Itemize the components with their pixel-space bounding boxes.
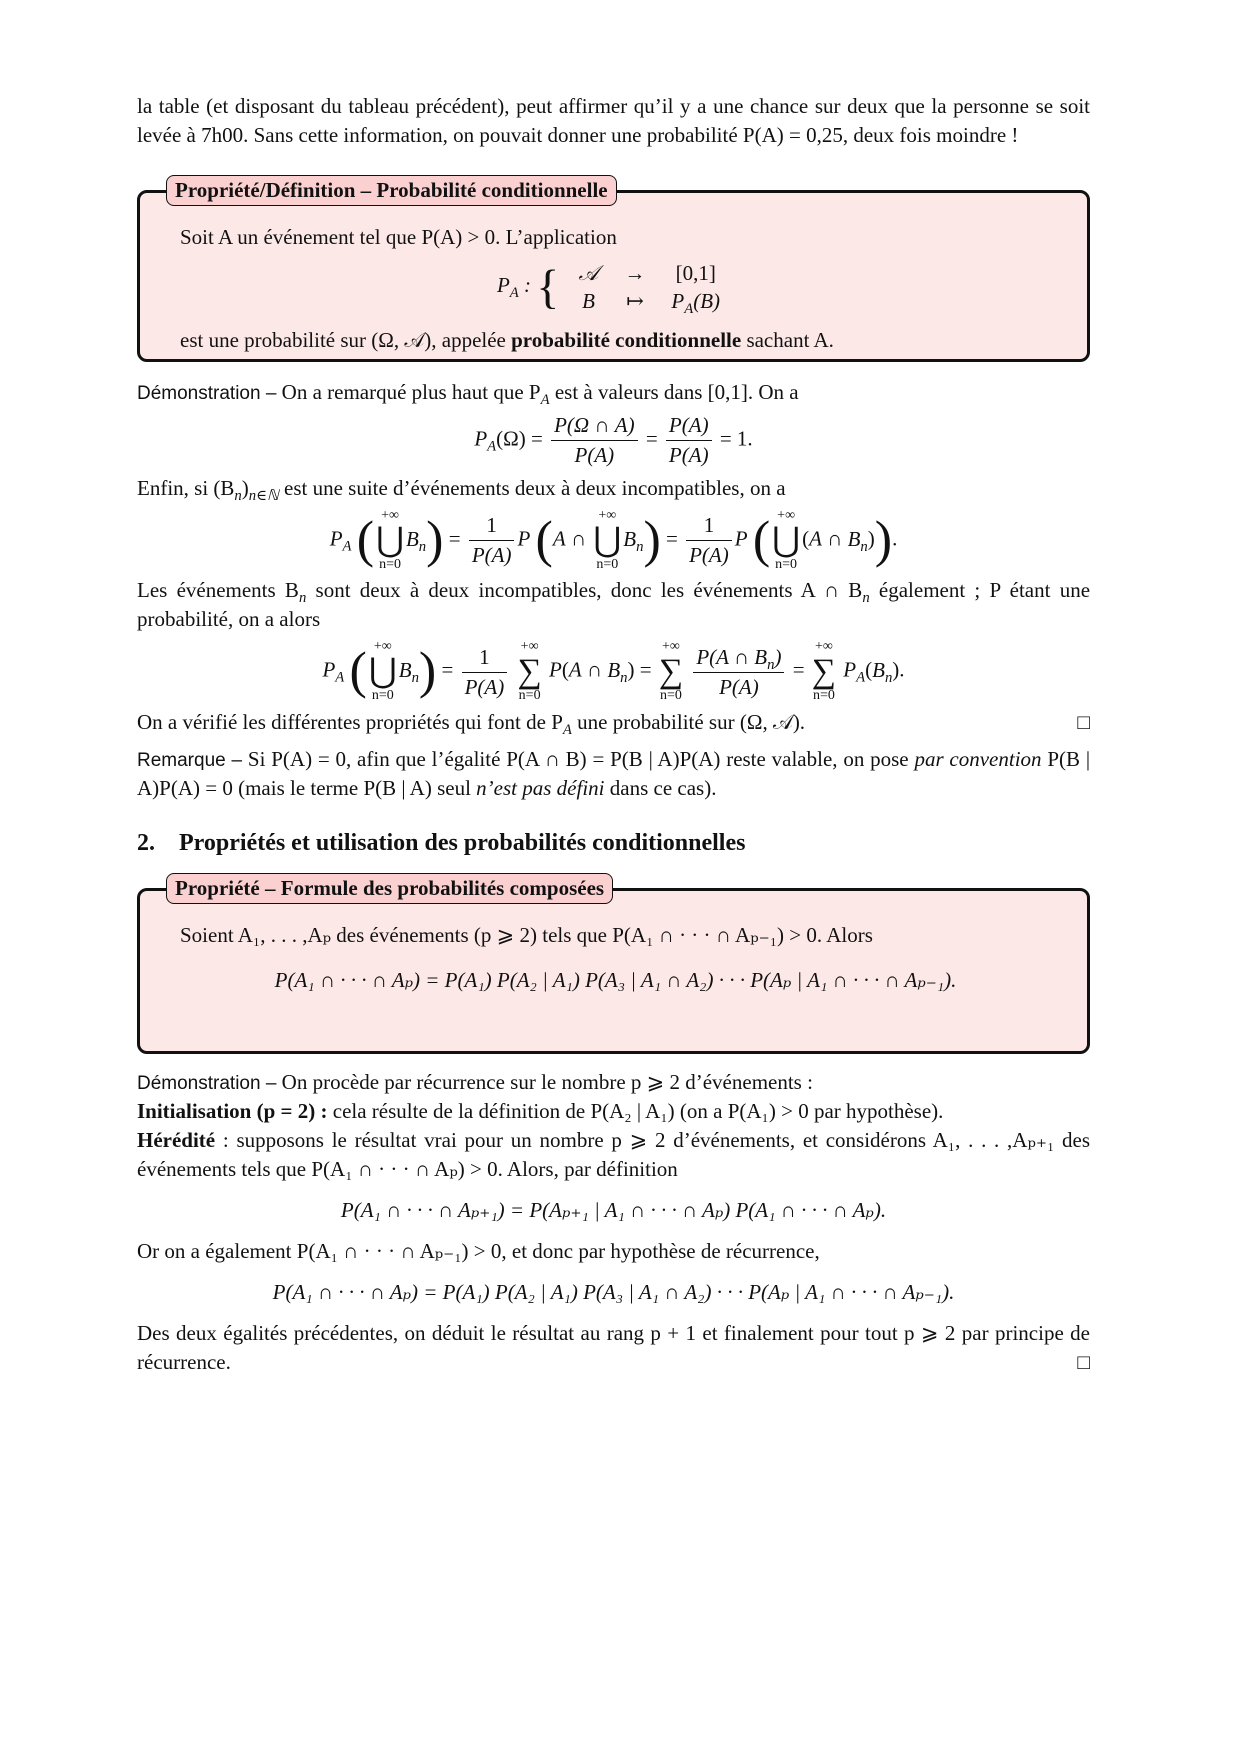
map-brace: {: [536, 260, 560, 314]
map-display: [180, 258, 1051, 317]
demo2-or-text: Or on a également P(A₁ ∩ · · · ∩ Aₚ₋₁) > 0, et donc par hypothèse de récurrence,: [137, 1239, 820, 1264]
page: [137, 92, 1090, 1377]
intro-paragraph: la table (et disposant du tableau précédent), peut affirmer qu’il y a une chance sur deux que la personne se soit levée à 7h00. Sans cette information, on pouvait donner une probabilité P(A) = 0,25, deux fois moindre !: [137, 94, 1090, 147]
demo1-label: Démonstration –: [137, 382, 277, 404]
demo2-final: Des deux égalités précédentes, on déduit le résultat au rang p + 1 et finalement pour tout p ⩾ 2 par principe de récurrence. □: [137, 1319, 1090, 1377]
qed-symbol-2: □: [1077, 1350, 1090, 1375]
property-box-title: Propriété – Formule des probabilités composées: [166, 873, 613, 904]
map-name: $P_A$ :: [496, 272, 531, 302]
property-formula: P(A₁ ∩ · · · ∩ Aₚ) = P(A₁) P(A₂ | A₁) P(A₃ | A₁ ∩ A₂) · · · P(Aₚ | A₁ ∩ · · · ∩ Aₚ₋₁).: [274, 967, 957, 992]
demo2-label: Démonstration –: [137, 1073, 277, 1095]
definition-box-title: Propriété/Définition – Probabilité conditionnelle: [166, 175, 617, 206]
property-line1: Soient A₁, . . . ,Aₚ des événements (p ⩾ 2) tels que P(A₁ ∩ · · · ∩ Aₚ₋₁) > 0. Alors: [180, 923, 873, 948]
demo1-equation3: $P_A$ ( +∞ ⋃ n=0 $B_n$) = $\frac{1}{P(A)}$ +∞ ∑ n=0 P(A ∩ $B_n$) = +∞ ∑ n=0 $\frac{P(A \cap B_n)}{P(A)}$ = +∞ ∑ n=0 $P_A(B_n)$.: [322, 639, 905, 704]
remark-label: Remarque –: [137, 749, 243, 771]
demo2-equation-recurrence: P(A₁ ∩ · · · ∩ Aₚ) = P(A₁) P(A₂ | A₁) P(A₃ | A₁ ∩ A₂) · · · P(Aₚ | A₁ ∩ · · · ∩ Aₚ₋₁).: [272, 1280, 955, 1305]
demo1-incompatible-text: Les événements $B_n$ sont deux à deux incompatibles, donc les événements A ∩ $B_n$ également ; P étant une probabilité, on a alors: [137, 578, 1091, 632]
map-cases: 𝒜 → [0,1] B ↦ $P_A(B)$: [578, 260, 721, 318]
demo1-equation1: $P_A(\Omega)$ = $\frac{P(\Omega \cap A)}{P(A)}$ = $\frac{P(A)}{P(A)}$ = 1.: [474, 413, 753, 468]
definition-box: [137, 177, 1090, 362]
demo1-conclusion: On a vérifié les différentes propriétés qui font de $P_A$ une probabilité sur (Ω, 𝒜). □: [137, 709, 1090, 738]
demo2-equation-heredite: P(A₁ ∩ · · · ∩ Aₚ₊₁) = P(Aₚ₊₁ | A₁ ∩ · · · ∩ Aₚ) P(A₁ ∩ · · · ∩ Aₚ).: [340, 1198, 887, 1223]
demo1-sequence-text: Enfin, si $(B_n)_{n\in ℕ}$ est une suite d’événements deux à deux incompatibles, on a: [137, 476, 786, 505]
qed-symbol-1: □: [1077, 709, 1090, 734]
section-2-heading: 2. Propriétés et utilisation des probabilités conditionnelles: [137, 829, 746, 856]
demo1-intro: Démonstration – On a remarqué plus haut que $P_A$ est à valeurs dans [0,1]. On a: [137, 379, 799, 409]
demo1-equation2: $P_A$ ( +∞ ⋃ n=0 $B_n$) = $\frac{1}{P(A)}$ P (A ∩ +∞ ⋃ n=0 $B_n$) = $\frac{1}{P(A)}$ P ( +∞ ⋃ n=0 (A ∩ $B_n$)).: [329, 508, 898, 572]
property-box: [137, 876, 1090, 1054]
remark: Remarque – Si P(A) = 0, afin que l’égalité P(A ∩ B) = P(B | A)P(A) reste valable, on pose par convention P(B | A)P(A) = 0 (mais le terme P(B | A) seul n’est pas défini dans ce cas).: [137, 746, 1091, 800]
demo2-intro: Démonstration – On procède par récurrence sur le nombre p ⩾ 2 d’événements :: [137, 1070, 813, 1095]
definition-line2: est une probabilité sur (Ω, 𝒜), appelée probabilité conditionnelle sachant A.: [180, 328, 834, 353]
definition-line1: Soit A un événement tel que P(A) > 0. L’application: [180, 224, 617, 249]
demo2-heredite: Hérédité : supposons le résultat vrai pour un nombre p ⩾ 2 d’événements, et considérons A₁, . . . ,Aₚ₊₁ des événements tels que P(A₁ ∩ · · · ∩ Aₚ) > 0. Alors, par définition: [137, 1128, 1090, 1182]
demo2-initialisation: Initialisation (p = 2) : cela résulte de la définition de P(A₂ | A₁) (on a P(A₁) > 0 par hypothèse).: [137, 1099, 944, 1124]
